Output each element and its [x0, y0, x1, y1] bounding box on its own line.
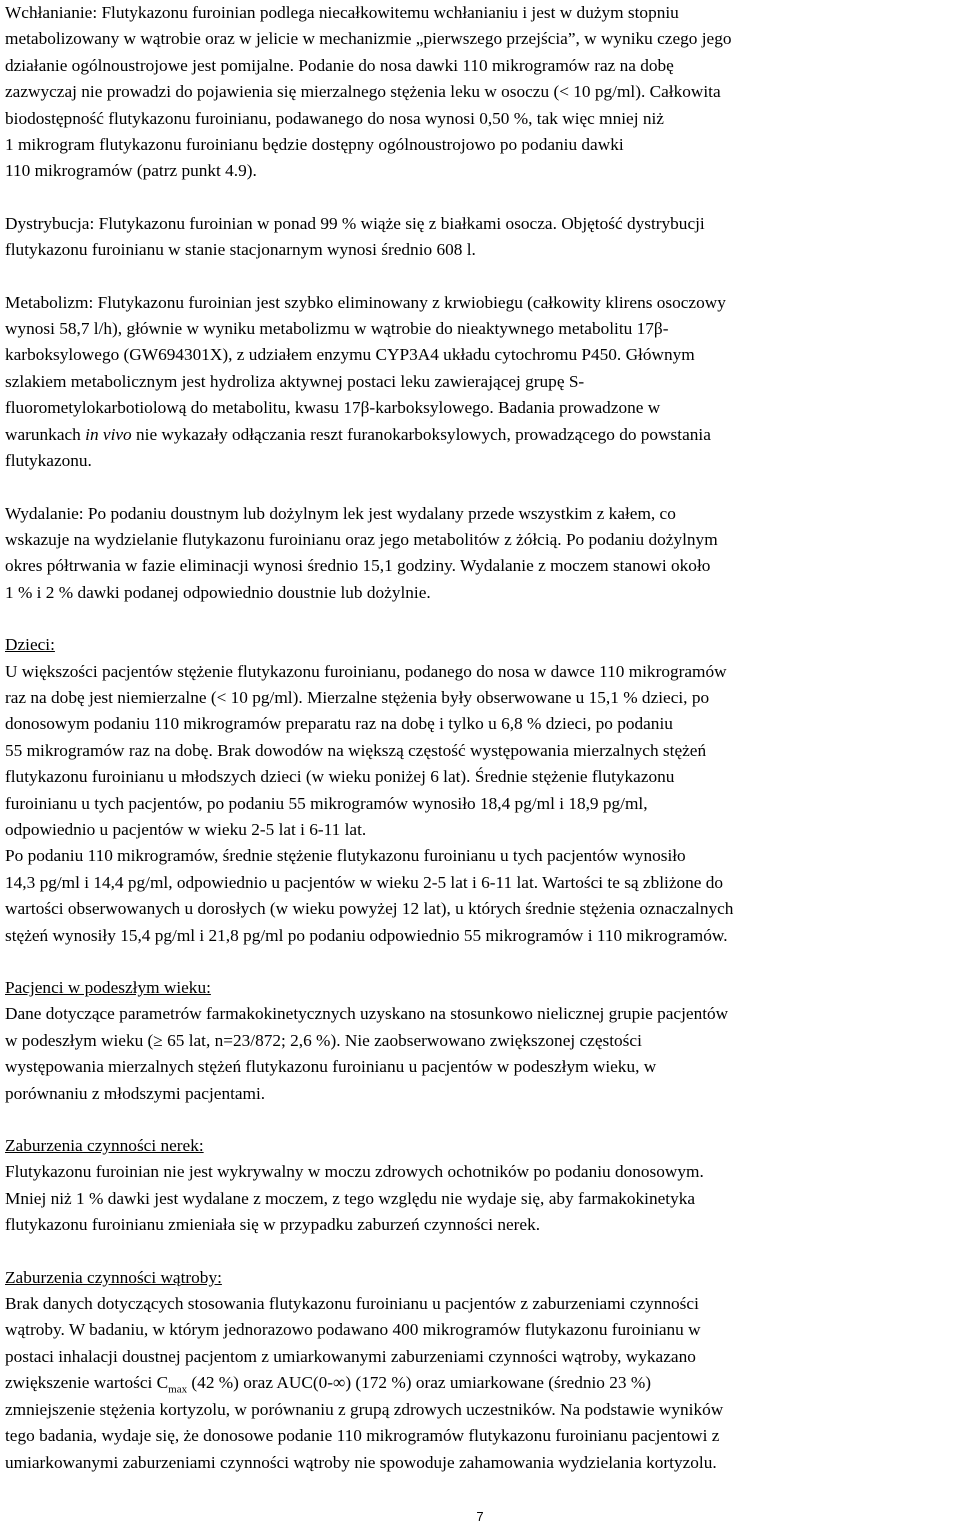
hepatic-heading: Zaburzenia czynności wątroby:	[5, 1267, 222, 1287]
text-line: raz na dobę jest niemierzalne (< 10 pg/ml). Mierzalne stężenia były obserwowane u 15,1 % dzieci, po	[5, 687, 710, 707]
text-line: 14,3 pg/ml i 14,4 pg/ml, odpowiednio u pacjentów w wieku 2-5 lat i 6-11 lat. Wartości te są zbliżone do	[5, 872, 724, 892]
paragraph-spacer	[5, 475, 957, 501]
paragraph-spacer	[5, 264, 957, 290]
text-line: U większości pacjentów stężenie flutykazonu furoinianu, podanego do nosa w dawce 110 mikrogramów	[5, 661, 727, 681]
text-line: flutykazonu.	[5, 451, 92, 471]
paragraph-spacer	[5, 1107, 957, 1133]
absorption-paragraph	[5, 0, 957, 185]
text-line: Dystrybucja: Flutykazonu furoinian w ponad 99 % wiąże się z białkami osocza. Objętość dystrybucji	[5, 213, 705, 233]
text-line: flutykazonu furoinianu u młodszych dzieci (w wieku poniżej 6 lat). Średnie stężenie flutykazonu	[5, 767, 675, 787]
elderly-section	[5, 975, 957, 1107]
text-line: furoinianu u tych pacjentów, po podaniu 55 mikrogramów wynosiło 18,4 pg/ml i 18,9 pg/ml,	[5, 793, 648, 813]
subscript-max: max	[168, 1383, 188, 1396]
text-line: tego badania, wydaje się, że donosowe podanie 110 mikrogramów flutykazonu furoinianu pacjentowi z	[5, 1426, 720, 1446]
paragraph-spacer	[5, 949, 957, 975]
text-line: szlakiem metabolicznym jest hydroliza aktywnej postaci leku zawierającej grupę S-	[5, 371, 585, 391]
text-line: zmniejszenie stężenia kortyzolu, w porównaniu z grupą zdrowych uczestników. Na podstawie wyników	[5, 1399, 724, 1419]
text-line	[5, 422, 957, 448]
text-line: 1 % i 2 % dawki podanej odpowiednio doustnie lub dożylnie.	[5, 582, 431, 602]
text-line: Po podaniu 110 mikrogramów, średnie stężenie flutykazonu furoinianu u tych pacjentów wynosiło	[5, 846, 686, 866]
text-line: okres półtrwania w fazie eliminacji wynosi średnio 15,1 godziny. Wydalanie z moczem stanowi około	[5, 556, 711, 576]
text-line: fluorometylokarbotiolową do metabolitu, kwasu 17β-karboksylowego. Badania prowadzone w	[5, 398, 661, 418]
text-line: postaci inhalacji doustnej pacjentom z umiarkowanymi zaburzeniami czynności wątroby, wykazano	[5, 1346, 696, 1366]
elderly-heading: Pacjenci w podeszłym wieku:	[5, 978, 211, 997]
excretion-paragraph	[5, 501, 957, 607]
text-line: karboksylowego (GW694301X), z udziałem enzymu CYP3A4 układu cytochromu P450. Głównym	[5, 345, 695, 365]
text-line: umiarkowanymi zaburzeniami czynności wątroby nie spowoduje zahamowania wydzielania kortyzolu.	[5, 1452, 717, 1472]
text-line: działanie ogólnoustrojowe jest pomijalne. Podanie do nosa dawki 110 mikrogramów raz na dobę	[5, 55, 674, 75]
text-line: porównaniu z młodszymi pacjentami.	[5, 1083, 266, 1103]
hepatic-section	[5, 1265, 957, 1476]
text-line: Metabolizm: Flutykazonu furoinian jest szybko eliminowany z krwiobiegu (całkowity klirens osoczowy	[5, 292, 726, 312]
renal-section	[5, 1133, 957, 1239]
renal-heading: Zaburzenia czynności nerek:	[5, 1136, 204, 1156]
text-line: Wydalanie: Po podaniu doustnym lub dożylnym lek jest wydalany przede wszystkim z kałem, co	[5, 503, 676, 523]
text-line: wskazuje na wydzielanie flutykazonu furoinianu oraz jego metabolitów z żółcią. Po podaniu dożylnym	[5, 529, 718, 549]
text-line: Flutykazonu furoinian nie jest wykrywalny w moczu zdrowych ochotników po podaniu donosowym.	[5, 1162, 704, 1182]
text-line: 1 mikrogram flutykazonu furoinianu będzie dostępny ogólnoustrojowo po podaniu dawki	[5, 135, 624, 155]
text-line: Brak danych dotyczących stosowania flutykazonu furoinianu u pacjentów z zaburzeniami czynności	[5, 1294, 699, 1314]
text-line: występowania mierzalnych stężeń flutykazonu furoinianu u pacjentów w podeszłym wieku, w	[5, 1057, 657, 1077]
text-line	[5, 1370, 957, 1396]
text-run: zwiększenie wartości C	[5, 1373, 169, 1393]
text-line: donosowym podaniu 110 mikrogramów preparatu raz na dobę i tylko u 6,8 % dzieci, po podaniu	[5, 714, 673, 734]
text-line: flutykazonu furoinianu w stanie stacjonarnym wynosi średnio 608 l.	[5, 240, 476, 260]
paragraph-spacer	[5, 1239, 957, 1265]
metabolism-paragraph	[5, 290, 957, 475]
paragraph-spacer	[5, 606, 957, 632]
distribution-paragraph	[5, 211, 957, 264]
text-line: 110 mikrogramów (patrz punkt 4.9).	[5, 161, 257, 181]
children-heading: Dzieci:	[5, 635, 55, 655]
text-line: Wchłanianie: Flutykazonu furoinian podlega niecałkowitemu wchłanianiu i jest w dużym stopniu	[5, 3, 679, 22]
paragraph-spacer	[5, 185, 957, 211]
text-line: w podeszłym wieku (≥ 65 lat, n=23/872; 2,6 %). Nie zaobserwowano zwiększonej częstości	[5, 1030, 642, 1050]
document-page	[5, 0, 957, 1476]
text-line: wątroby. W badaniu, w którym jednorazowo podawano 400 mikrogramów flutykazonu furoinianu w	[5, 1320, 701, 1340]
italic-term-in-vivo: in vivo	[85, 424, 132, 444]
text-line: wynosi 58,7 l/h), głównie w wyniku metabolizmu w wątrobie do nieaktywnego metabolitu 17β-	[5, 319, 669, 339]
text-line: biodostępność flutykazonu furoinianu, podawanego do nosa wynosi 0,50 %, tak więc mniej niż	[5, 108, 664, 128]
text-line: 55 mikrogramów raz na dobę. Brak dowodów na większą częstość występowania mierzalnych stężeń	[5, 740, 707, 760]
text-line: stężeń wynosiły 15,4 pg/ml i 21,8 pg/ml po podaniu odpowiednio 55 mikrogramów i 110 mikrogramów.	[5, 925, 728, 945]
page-number: 7	[476, 1509, 484, 1524]
text-line: wartości obserwowanych u dorosłych (w wieku powyżej 12 lat), u których średnie stężenia oznaczalnych	[5, 899, 734, 919]
children-section	[5, 632, 957, 949]
text-line: zazwyczaj nie prowadzi do pojawienia się mierzalnego stężenia leku w osoczu (< 10 pg/ml). Całkowita	[5, 82, 721, 102]
text-run: (42 %) oraz AUC(0-∞) (172 %) oraz umiarkowane (średnio 23 %)	[187, 1373, 651, 1393]
text-line: odpowiednio u pacjentów w wieku 2-5 lat i 6-11 lat.	[5, 819, 367, 839]
text-line: Dane dotyczące parametrów farmakokinetycznych uzyskano na stosunkowo nielicznej grupie pacjentów	[5, 1004, 729, 1024]
text-run: warunkach	[5, 424, 86, 444]
text-line: flutykazonu furoinianu zmieniała się w przypadku zaburzeń czynności nerek.	[5, 1215, 541, 1235]
text-line: Mniej niż 1 % dawki jest wydalane z moczem, z tego względu nie wydaje się, aby farmakokinetyka	[5, 1188, 696, 1208]
text-line: metabolizowany w wątrobie oraz w jelicie w mechanizmie „pierwszego przejścia”, w wyniku czego jego	[5, 29, 732, 49]
text-run: nie wykazały odłączania reszt furanokarboksylowych, prowadzącego do powstania	[131, 424, 711, 444]
